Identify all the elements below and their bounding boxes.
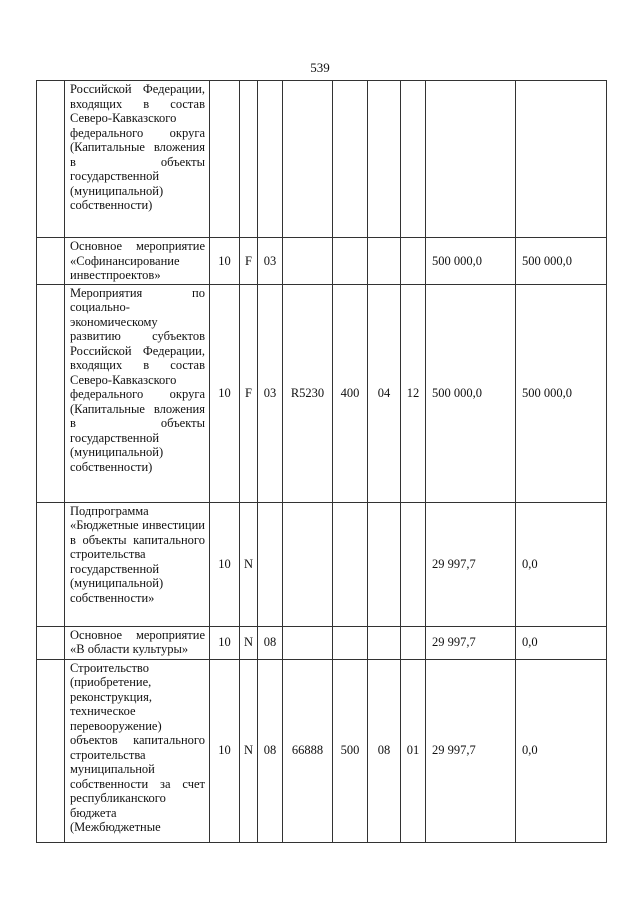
code-cell-4 — [283, 502, 333, 626]
code-cell-2: N — [240, 659, 258, 842]
table-row — [37, 81, 607, 238]
item-name-cell: Строительство (приобретение, реконструкция, техническое перевооружение) объектов капитального строительства муниципальной собственности за счет республиканского бюджета (Межбюджетные — [65, 659, 210, 842]
code-cell-3: 08 — [258, 626, 283, 659]
code-cell-6 — [368, 502, 401, 626]
amount-cell-2: 0,0 — [516, 626, 607, 659]
code-cell-5: 500 — [333, 659, 368, 842]
code-cell-3: 03 — [258, 238, 283, 285]
code-cell-7 — [401, 502, 426, 626]
code-cell-6 — [368, 626, 401, 659]
blank-cell — [37, 238, 65, 285]
page-number: 539 — [310, 60, 330, 75]
code-cell-1: 10 — [210, 284, 240, 502]
code-cell-6: 04 — [368, 284, 401, 502]
blank-cell — [37, 502, 65, 626]
item-name-cell: Мероприятия по социально-экономическому развитию субъектов Российской Федерации, входящих в состав Северо-Кавказского федерального округа (Капитальные вложения в объекты государственной (муниципальной) собственности) — [65, 284, 210, 502]
table-row — [37, 659, 607, 842]
code-cell-2: N — [240, 502, 258, 626]
code-cell-6 — [368, 81, 401, 238]
blank-cell — [37, 659, 65, 842]
code-cell-5 — [333, 238, 368, 285]
table-row — [37, 626, 607, 659]
code-cell-2: F — [240, 238, 258, 285]
code-cell-1: 10 — [210, 238, 240, 285]
amount-cell-1: 500 000,0 — [426, 284, 516, 502]
budget-table — [36, 80, 607, 843]
code-cell-4: 66888 — [283, 659, 333, 842]
amount-cell-2 — [516, 81, 607, 238]
blank-cell — [37, 626, 65, 659]
code-cell-4 — [283, 626, 333, 659]
item-name-cell: Подпрограмма «Бюджетные инвестиции в объекты капитального строительства государственной (муниципальной) собственности» — [65, 502, 210, 626]
code-cell-7 — [401, 238, 426, 285]
code-cell-3 — [258, 502, 283, 626]
amount-cell-1: 29 997,7 — [426, 626, 516, 659]
code-cell-4 — [283, 81, 333, 238]
code-cell-7: 01 — [401, 659, 426, 842]
code-cell-1: 10 — [210, 626, 240, 659]
table-row — [37, 284, 607, 502]
item-name-cell: Российской Федерации, входящих в состав Северо-Кавказского федерального округа (Капитальные вложения в объекты государственной (муниципальной) собственности) — [65, 81, 210, 238]
code-cell-1: 10 — [210, 502, 240, 626]
amount-cell-2: 0,0 — [516, 502, 607, 626]
code-cell-3: 08 — [258, 659, 283, 842]
code-cell-4: R5230 — [283, 284, 333, 502]
code-cell-3 — [258, 81, 283, 238]
code-cell-5 — [333, 626, 368, 659]
code-cell-6 — [368, 238, 401, 285]
code-cell-5: 400 — [333, 284, 368, 502]
code-cell-1: 10 — [210, 659, 240, 842]
code-cell-4 — [283, 238, 333, 285]
code-cell-5 — [333, 81, 368, 238]
amount-cell-1: 500 000,0 — [426, 238, 516, 285]
item-name-cell: Основное мероприятие «Софинансирование инвестпроектов» — [65, 238, 210, 285]
blank-cell — [37, 81, 65, 238]
amount-cell-2: 500 000,0 — [516, 284, 607, 502]
code-cell-3: 03 — [258, 284, 283, 502]
code-cell-1 — [210, 81, 240, 238]
code-cell-2: F — [240, 284, 258, 502]
code-cell-2: N — [240, 626, 258, 659]
table-row — [37, 238, 607, 285]
code-cell-7 — [401, 626, 426, 659]
amount-cell-1 — [426, 81, 516, 238]
amount-cell-1: 29 997,7 — [426, 502, 516, 626]
amount-cell-2: 500 000,0 — [516, 238, 607, 285]
item-name-cell: Основное мероприятие «В области культуры» — [65, 626, 210, 659]
amount-cell-2: 0,0 — [516, 659, 607, 842]
amount-cell-1: 29 997,7 — [426, 659, 516, 842]
code-cell-6: 08 — [368, 659, 401, 842]
code-cell-7: 12 — [401, 284, 426, 502]
code-cell-5 — [333, 502, 368, 626]
code-cell-7 — [401, 81, 426, 238]
blank-cell — [37, 284, 65, 502]
code-cell-2 — [240, 81, 258, 238]
table-row — [37, 502, 607, 626]
